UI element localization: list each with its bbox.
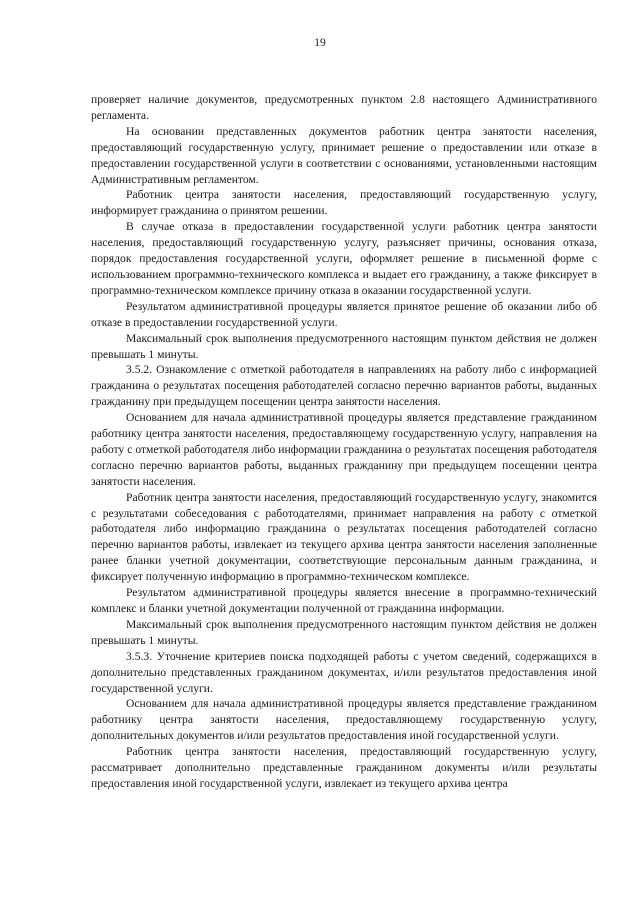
paragraph: Результатом административной процедуры является принятое решение об оказании либо об отказе в предоставлении государственной услуги. — [91, 299, 597, 329]
paragraph: Работник центра занятости населения, предоставляющий государственную услугу, рассматривает дополнительно представленные гражданином документы и/или результаты предоставления иной государственной услуги, извлекает из текущего архива центра — [91, 745, 597, 790]
paragraph: проверяет наличие документов, предусмотренных пунктом 2.8 настоящего Административного регламента. — [91, 93, 597, 122]
paragraph: Работник центра занятости населения, предоставляющий государственную услугу, информирует гражданина о принятом решении. — [91, 188, 597, 218]
paragraph: На основании представленных документов работник центра занятости населения, предоставляющий государственную услугу, принимает решение о предоставлении или отказе в предоставлении государственной услуги в соответствии с основаниями, установленными настоящим Административным регламентом. — [91, 124, 597, 186]
page-number: 19 — [314, 37, 326, 49]
section-heading-paragraph: 3.5.2. Ознакомление с отметкой работодателя в направлениях на работу либо с информацией гражданина о результатах посещения работодателей согласно перечню вариантов работы, выданных гражданину при предыдущем посещении центра занятости населения. — [91, 363, 597, 409]
paragraph: Основанием для начала административной процедуры является представление гражданином работнику центра занятости населения, предоставляющему государственную услугу, дополнительных документов и/или результатов предоставления иной государственной услуги. — [91, 697, 597, 743]
paragraph: Результатом административной процедуры является внесение в программно-технический комплекс и бланки учетной документации полученной от гражданина информации. — [91, 586, 597, 615]
paragraph: Максимальный срок выполнения предусмотренного настоящим пунктом действия не должен превышать 1 минуты. — [91, 331, 597, 361]
paragraph: Максимальный срок выполнения предусмотренного настоящим пунктом действия не должен превышать 1 минуты. — [91, 617, 597, 647]
paragraph: Работник центра занятости населения, предоставляющий государственную услугу, знакомится с результатами собеседования с работодателями, принимает направления на работу с отметкой работодателя либо информацию гражданина о результатах посещения работодателей согласно перечню вариантов работы, извлекает из текущего архива центра занятости населения заполненные ранее бланки учетной документации, соответствующие персональным данным гражданина, и фиксирует полученную информацию в программно-техническом комплексе. — [91, 490, 597, 584]
paragraph: В случае отказа в предоставлении государственной услуги работник центра занятости населения, предоставляющий государственную услугу, разъясняет причины, основания отказа, порядок предоставления государственной услуги, оформляет решение в письменной форме с использованием программно-технического комплекса и выдает его гражданину, а также фиксирует в программно-техническом комплексе причину отказа в оказании государственной услуги. — [91, 220, 597, 297]
paragraph: Основанием для начала административной процедуры является представление гражданином работнику центра занятости населения, предоставляющему государственную услугу, направления на работу с отметкой работодателя либо информации гражданина о результатах посещения работодателя согласно перечню вариантов работы, выданных гражданину при предыдущем посещении центра занятости населения. — [91, 411, 597, 488]
body-text — [91, 92, 597, 792]
section-heading-paragraph: 3.5.3. Уточнение критериев поиска подходящей работы с учетом сведений, содержащихся в дополнительно представленных гражданином документах, и/или результатов предоставления иной государственной услуги. — [91, 649, 597, 695]
